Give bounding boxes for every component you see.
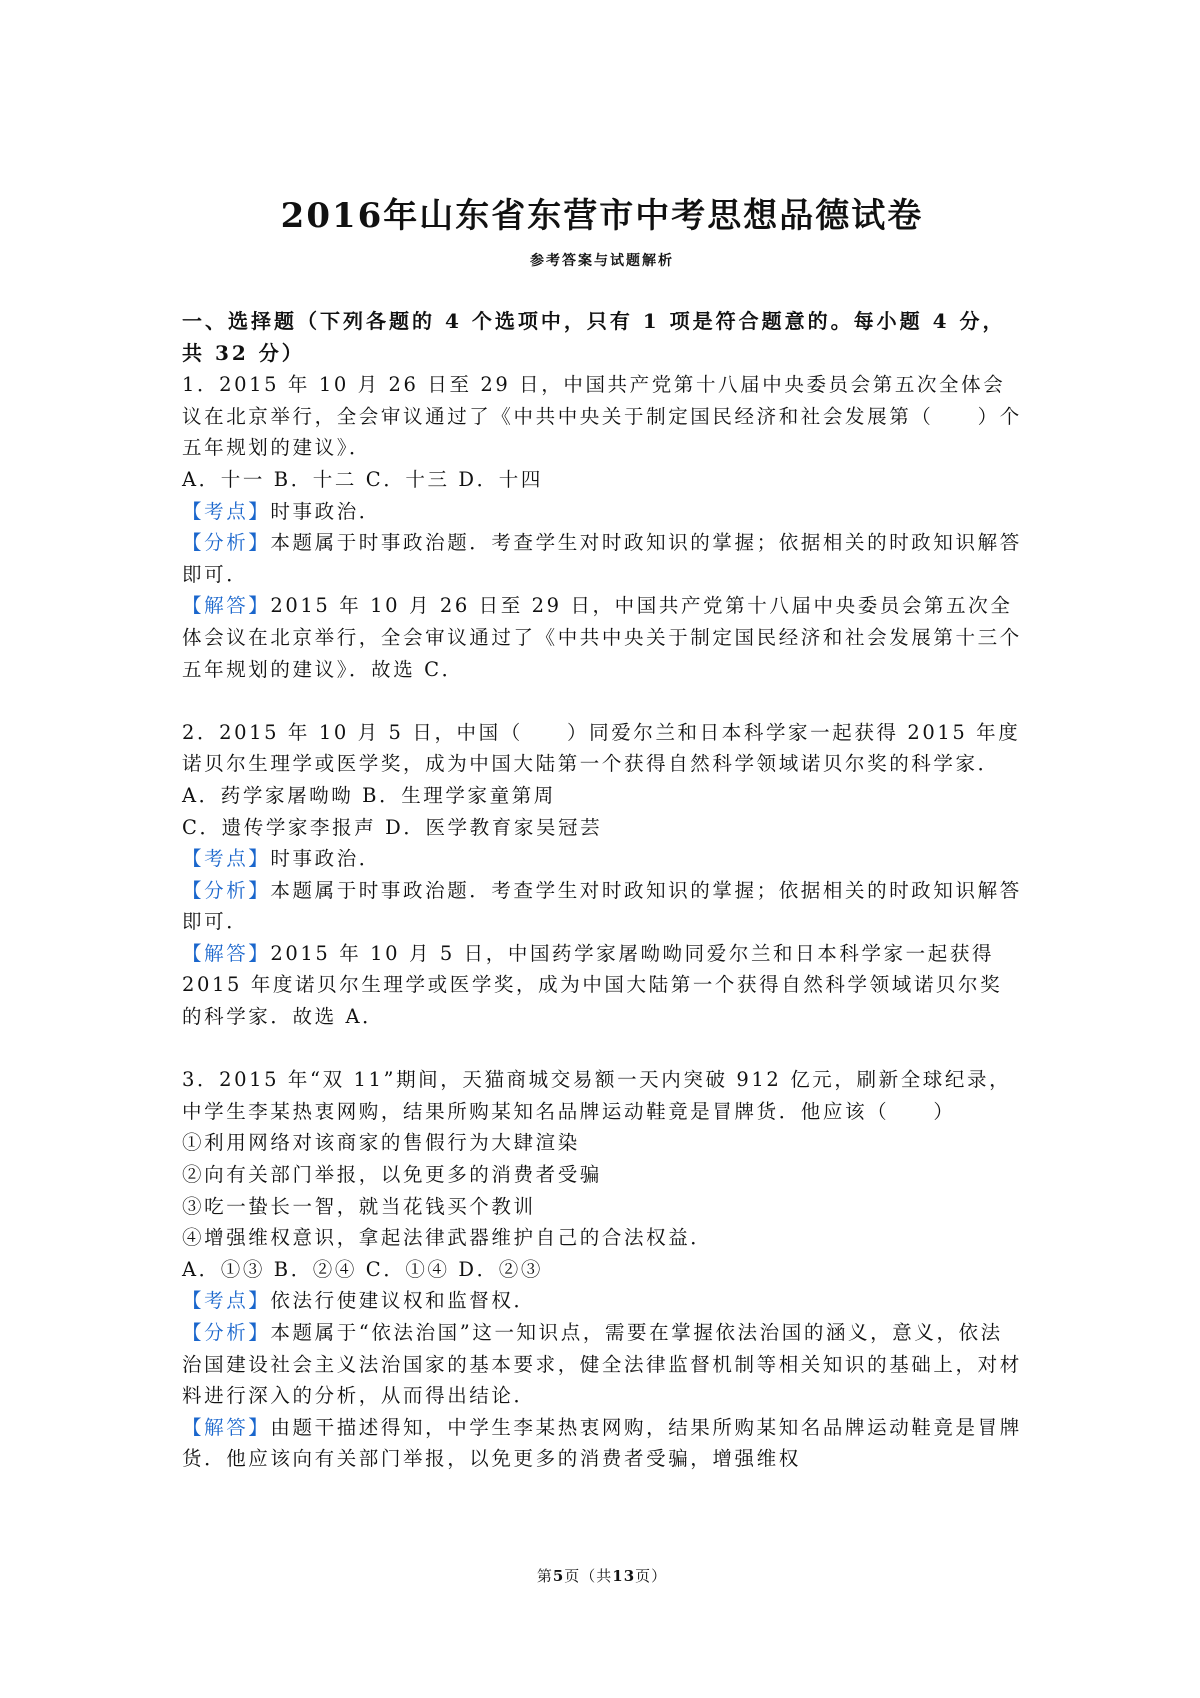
question-options: A．十一 B．十二 C．十三 D．十四 [182,467,543,491]
jieda-line [182,590,1022,685]
fenxi-text: 本题属于时事政治题．考查学生对时政知识的掌握；依据相关的时政知识解答即可． [182,531,1022,586]
page-subtitle: 参考答案与试题解析 [530,253,674,269]
kaodian-text: 时事政治． [270,499,381,523]
statement-item: ①利用网络对该商家的售假行为大肆渲染 [182,1131,580,1155]
statement-item: ④增强维权意识，拿起法律武器维护自己的合法权益． [182,1226,713,1250]
kaodian-tag: 【考点】 [182,499,271,523]
statement-item: ②向有关部门举报，以免更多的消费者受骗 [182,1163,602,1187]
fenxi-text: 本题属于“依法治国”这一知识点，需要在掌握依法治国的涵义，意义，依法治国建设社会主义法治国家的基本要求，健全法律监督机制等相关知识的基础上，对材料进行深入的分析，从而得出结论． [182,1321,1022,1408]
question-1 [182,369,1022,685]
kaodian-line [182,843,1022,875]
fenxi-tag: 【分析】 [182,1321,271,1344]
document-page [182,0,1022,1698]
fenxi-tag: 【分析】 [182,531,271,555]
question-options: A．药学家屠呦呦 B．生理学家童第周 [182,783,556,807]
footer-prefix: 第 [536,1567,553,1585]
section-header: 一、选择题（下列各题的 4 个选项中，只有 1 项是符合题意的。每小题 4 分，共 32 分） [182,309,1006,365]
current-page-number: 5 [552,1567,565,1585]
footer-suffix: 页） [635,1567,668,1585]
question-options: C．遗传学家李报声 D．医学教育家吴冠芸 [182,815,603,839]
question-3 [182,1064,1022,1475]
page-footer [182,1565,1022,1586]
fenxi-line [182,527,1022,590]
jieda-text: 2015 年 10 月 26 日至 29 日，中国共产党第十八届中央委员会第五次全体会议在北京举行，全会审议通过了《中共中央关于制定国民经济和社会发展第十三个五年规划的建议》．故选 C． [182,594,1022,681]
question-stem: 2．2015 年 10 月 5 日，中国（ ）同爱尔兰和日本科学家一起获得 2015 年度诺贝尔生理学或医学奖，成为中国大陆第一个获得自然科学领域诺贝尔奖的科学家． [182,720,1021,776]
document-content [182,306,1022,1507]
footer-middle: 页（共 [564,1567,613,1585]
kaodian-line [182,1285,1022,1317]
kaodian-line [182,496,1022,528]
kaodian-text: 时事政治． [270,847,381,871]
fenxi-tag: 【分析】 [182,878,271,902]
total-pages-number: 13 [612,1567,636,1585]
fenxi-line [182,875,1022,938]
kaodian-tag: 【考点】 [182,1289,271,1313]
question-stem: 3．2015 年“双 11”期间，天猫商城交易额一天内突破 912 亿元，刷新全球纪录，中学生李某热衷网购，结果所购某知名品牌运动鞋竟是冒牌货．他应该（ ） [182,1068,1012,1123]
jieda-text: 2015 年 10 月 5 日，中国药学家屠呦呦同爱尔兰和日本科学家一起获得 2015 年度诺贝尔生理学或医学奖，成为中国大陆第一个获得自然科学领域诺贝尔奖的科学家．故选 A． [182,941,1003,1029]
question-options: A．①③ B．②④ C．①④ D．②③ [182,1257,543,1281]
kaodian-text: 依法行使建议权和监督权． [270,1289,536,1313]
page-title: 2016年山东省东营市中考思想品德试卷 [280,196,924,236]
jieda-tag: 【解答】 [182,1415,271,1439]
statement-item: ③吃一蛰长一智，就当花钱买个教训 [182,1194,536,1218]
fenxi-line [182,1317,1022,1412]
question-2 [182,717,1022,1033]
kaodian-tag: 【考点】 [182,847,271,871]
jieda-line [182,1412,1022,1475]
jieda-text: 由题干描述得知，中学生李某热衷网购，结果所购某知名品牌运动鞋竟是冒牌货．他应该向有关部门举报，以免更多的消费者受骗，增强维权 [182,1415,1022,1471]
jieda-tag: 【解答】 [182,941,271,965]
fenxi-text: 本题属于时事政治题．考查学生对时政知识的掌握；依据相关的时政知识解答即可． [182,878,1022,934]
jieda-line [182,938,1022,1033]
jieda-tag: 【解答】 [182,594,271,618]
question-stem: 1．2015 年 10 月 26 日至 29 日，中国共产党第十八届中央委员会第五次全体会议在北京举行，全会审议通过了《中共中央关于制定国民经济和社会发展第（ ）个五年规划的建议》． [182,373,1022,460]
